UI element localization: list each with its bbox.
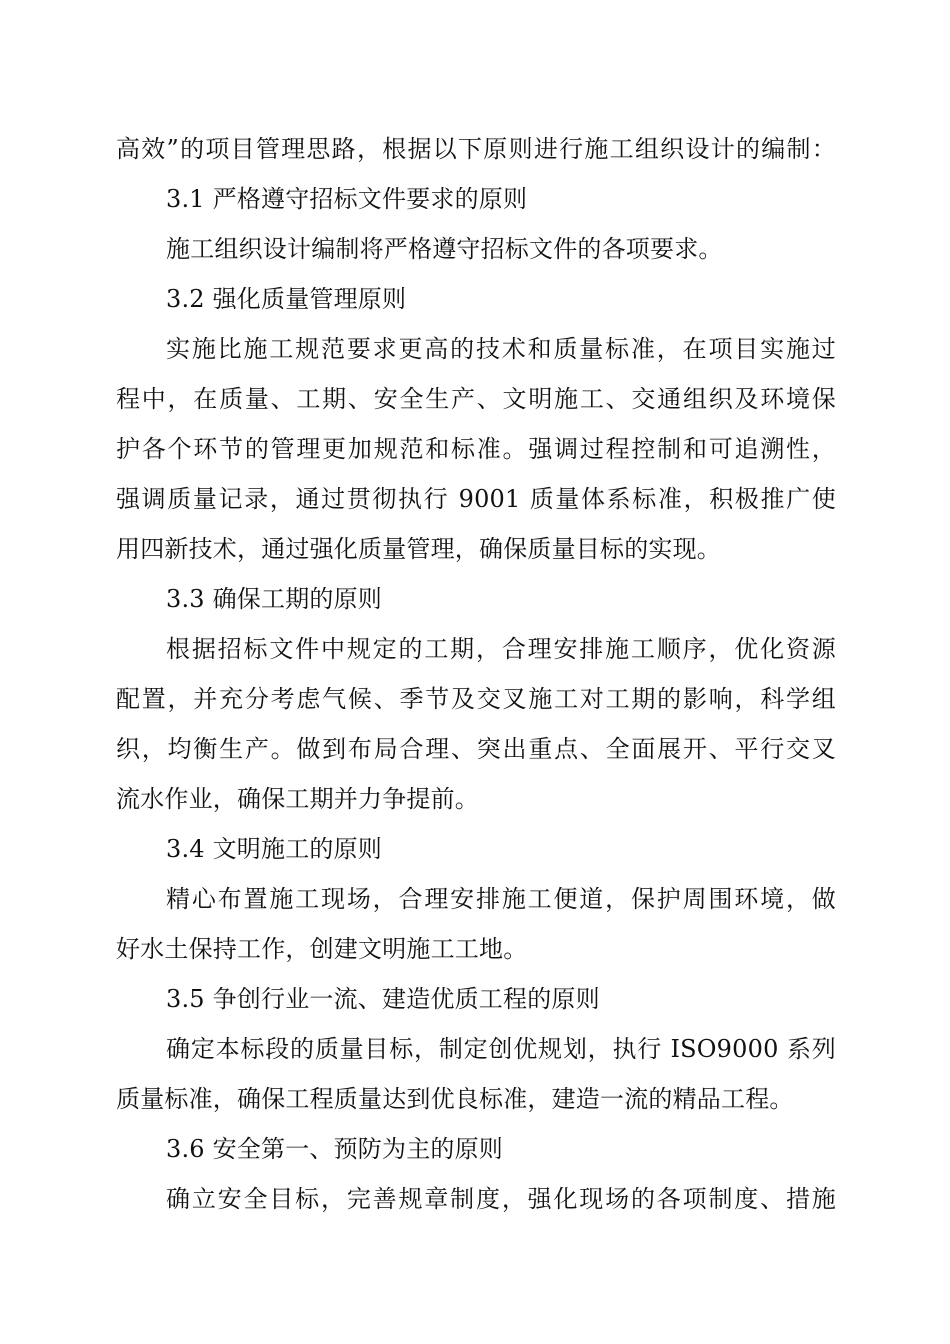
paragraph-line: 施工组织设计编制将严格遵守招标文件的各项要求。 xyxy=(166,235,723,263)
paragraph-line: 根据招标文件中规定的工期，合理安排施工顺序，优化资源 xyxy=(166,635,836,663)
paragraph-line: 实施比施工规范要求更高的技术和质量标准，在项目实施过 xyxy=(166,335,836,363)
paragraph-line: 质量标准，确保工程质量达到优良标准，建造一流的精品工程。 xyxy=(116,1085,794,1113)
section-heading-3-1: 3.1 严格遵守招标文件要求的原则 xyxy=(166,185,528,213)
section-heading-3-5: 3.5 争创行业一流、建造优质工程的原则 xyxy=(166,985,600,1013)
paragraph-line: 确定本标段的质量目标，制定创优规划，执行 ISO9000 系列 xyxy=(166,1035,836,1063)
paragraph-line: 好水土保持工作，创建文明施工工地。 xyxy=(116,935,528,963)
section-heading-3-2: 3.2 强化质量管理原则 xyxy=(166,285,407,313)
section-heading-3-4: 3.4 文明施工的原则 xyxy=(166,835,382,863)
paragraph-line: 流水作业，确保工期并力争提前。 xyxy=(116,785,479,813)
paragraph-line: 精心布置施工现场，合理安排施工便道，保护周围环境，做 xyxy=(166,885,836,913)
paragraph-line: 织，均衡生产。做到布局合理、突出重点、全面展开、平行交叉 xyxy=(116,735,836,763)
paragraph-line: 配置，并充分考虑气候、季节及交叉施工对工期的影响，科学组 xyxy=(116,685,836,713)
section-heading-3-3: 3.3 确保工期的原则 xyxy=(166,585,382,613)
paragraph-line: 程中，在质量、工期、安全生产、文明施工、交通组织及环境保 xyxy=(116,385,836,413)
paragraph-line: 确立安全目标，完善规章制度，强化现场的各项制度、措施 xyxy=(166,1185,836,1213)
paragraph-line: 用四新技术，通过强化质量管理，确保质量目标的实现。 xyxy=(116,535,721,563)
section-heading-3-6: 3.6 安全第一、预防为主的原则 xyxy=(166,1135,503,1163)
paragraph-line: 高效”的项目管理思路，根据以下原则进行施工组织设计的编制： xyxy=(116,135,836,163)
paragraph-line: 护各个环节的管理更加规范和标准。强调过程控制和可追溯性， xyxy=(116,435,836,463)
paragraph-line: 强调质量记录，通过贯彻执行 9001 质量体系标准，积极推广使 xyxy=(116,485,836,513)
